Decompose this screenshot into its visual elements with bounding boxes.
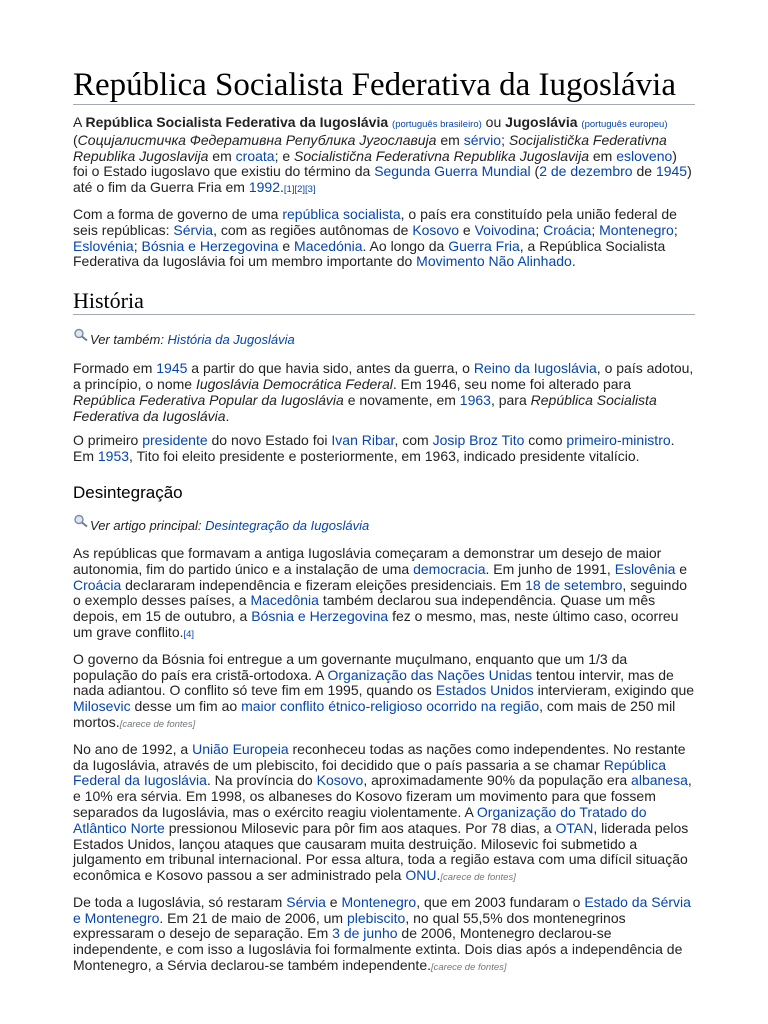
link-carece-de-fontes[interactable]: carece de fontes: [122, 718, 193, 730]
section-heading-historia: História: [73, 288, 695, 315]
link-eslovenia[interactable]: Eslovénia: [73, 237, 134, 254]
reference-links[interactable]: [1][2][3]: [283, 184, 316, 196]
link-servia[interactable]: Sérvia: [286, 893, 326, 910]
link-movimento-nao-alinhado[interactable]: Movimento Não Alinhado: [416, 253, 572, 270]
link-plebiscito[interactable]: plebiscito: [346, 909, 406, 926]
link-2-de-dezembro[interactable]: 2 de dezembro: [539, 163, 633, 180]
link-croata[interactable]: croata: [235, 147, 275, 164]
article: [73, 0, 695, 976]
magnifier-icon: [73, 328, 89, 342]
desintegracao-paragraph-3: No ano de 1992, a União Europeia reconheceu todas as nações como independentes. No restante da Iugoslávia, através de um plebiscito, foi decidido que o país passaria a se chamar República Federal da Iugoslávia. Na província do Kosovo, aproximadamente 90% da população era albanesa, e 10% era sérvia. Em 1998, os albaneses do Kosovo fizeram um movimento para que fossem separados da Iugoslávia, mas o exército reagiu violentamente. A Organização do Tratado do Atlântico Norte pressionou Milosevic para pôr fim aos ataques. Por 78 dias, a OTAN, liderada pelos Estados Unidos, lançou ataques que causaram muita destruição. Milosevic foi submetido a julgamento em tribunal internacional. Por essa altura, toda a região estava com uma difícil situação econômica e Kosovo passou a ser administrado pela ONU.[carece de fontes]: [73, 740, 692, 884]
link-macedonia[interactable]: Macedónia: [294, 237, 363, 254]
link-carece-de-fontes[interactable]: carece de fontes: [433, 962, 504, 974]
link-albanesa[interactable]: albanesa: [631, 772, 688, 789]
link-milosevic[interactable]: Milosevic: [73, 698, 131, 715]
section-heading-desintegracao: Desintegração: [73, 482, 183, 502]
name-slovene: Socialistična Federativna Republika Jugoslavija: [294, 147, 589, 164]
link-18-de-setembro[interactable]: 18 de setembro: [525, 576, 623, 593]
link-portugues-europeu[interactable]: (português europeu): [581, 119, 668, 130]
link-historia-da-jugoslavia[interactable]: História da Jugoslávia: [167, 332, 295, 348]
link-servio[interactable]: sérvio: [463, 131, 502, 148]
link-segunda-guerra-mundial[interactable]: Segunda Guerra Mundial: [374, 163, 531, 180]
link-montenegro[interactable]: Montenegro: [341, 893, 417, 910]
intro-paragraph-1: A República Socialista Federativa da Iugoslávia (português brasileiro) ou Jugoslávia (português europeu) (Социјалистичка Федеративна Република Југославија em sérvio; Socijalistička Federativna Republika Jugoslavija em croata; e Socialistična Federativna Republika Jugoslavija em esloveno) foi o Estado iugoslavo que existiu do término da Segunda Guerra Mundial (2 de dezembro de 1945) até o fim da Guerra Fria em 1992.[1][2][3]: [73, 114, 692, 196]
desintegracao-paragraph-1: As repúblicas que formavam a antiga Iugoslávia começaram a demonstrar um desejo de maior autonomia, fim do partido único e a instalação de uma democracia. Em junho de 1991, Eslovênia e Croácia declararam independência e fizeram eleições presidenciais. Em 18 de setembro, seguindo o exemplo desses países, a Macedônia também declarou sua independência. Quase um mês depois, em 15 de outubro, a Bósnia e Herzegovina fez o mesmo, mas, neste último caso, ocorreu um grave conflito.[4]: [73, 544, 688, 640]
link-primeiro-ministro[interactable]: primeiro-ministro: [566, 432, 671, 449]
historia-paragraph-1: Formado em 1945 a partir do que havia sido, antes da guerra, o Reino da Iugoslávia, o país adotou, a princípio, o nome Iugoslávia Democrática Federal. Em 1946, seu nome foi alterado para República Federativa Popular da Iugoslávia e novamente, em 1963, para República Socialista Federativa da Iugoslávia.: [73, 360, 694, 424]
link-kosovo[interactable]: Kosovo: [412, 221, 460, 238]
name-cyrillic: Социјалистичка Федеративна Република Југославија: [77, 131, 437, 148]
link-republica-federal-da-iugoslavia[interactable]: República Federal da Iugoslávia: [73, 756, 667, 789]
citation-needed: [carece de fontes]: [440, 872, 516, 884]
link-bosnia-e-herzegovina[interactable]: Bósnia e Herzegovina: [141, 237, 279, 254]
hatnote-ver-tambem: Ver também: História da Jugoslávia: [73, 332, 695, 348]
link-uniao-europeia[interactable]: União Europeia: [192, 740, 289, 757]
link-desintegracao-da-iugoslavia[interactable]: Desintegração da Iugoslávia: [205, 517, 370, 533]
link-democracia[interactable]: democracia: [413, 560, 486, 577]
link-servia[interactable]: Sérvia: [173, 221, 214, 238]
link-reino-da-iugoslavia[interactable]: Reino da Iugoslávia: [473, 360, 597, 377]
link-1945[interactable]: 1945: [156, 360, 188, 377]
link-croacia[interactable]: Croácia: [543, 221, 592, 238]
link-croacia[interactable]: Croácia: [73, 576, 122, 593]
link-estado-da-servia-e-montenegro[interactable]: Estado da Sérvia e Montenegro: [73, 893, 691, 926]
link-carece-de-fontes[interactable]: carece de fontes: [442, 872, 514, 884]
link-1945[interactable]: 1945: [655, 163, 688, 180]
magnifier-icon: [73, 514, 89, 528]
hatnote-ver-artigo-principal: Ver artigo principal: Desintegração da Iugoslávia: [73, 518, 695, 534]
link-josip-broz-tito[interactable]: Josip Broz Tito: [432, 432, 525, 449]
intro-paragraph-2: Com a forma de governo de uma república socialista, o país era constituído pela união federal de seis repúblicas: Sérvia, com as regiões autônomas de Kosovo e Voivodina; Croácia; Montenegro; Eslovénia; Bósnia e Herzegovina e Macedónia. Ao longo da Guerra Fria, a República Socialista Federativa da Iugoslávia foi um membro importante do Movimento Não Alinhado.: [73, 205, 678, 270]
link-republica-socialista[interactable]: república socialista: [282, 205, 401, 222]
link-macedonia[interactable]: Macedônia: [250, 592, 319, 609]
link-maior-conflito[interactable]: maior conflito étnico-religioso ocorrido na região: [241, 698, 540, 715]
link-guerra-fria[interactable]: Guerra Fria: [448, 237, 520, 254]
link-organizacao-das-nacoes-unidas[interactable]: Organização das Nações Unidas: [327, 666, 533, 683]
link-onu[interactable]: ONU: [405, 867, 437, 884]
link-voivodina[interactable]: Voivodina: [474, 221, 536, 238]
link-3-de-junho[interactable]: 3 de junho: [332, 925, 398, 942]
link-bosnia-e-herzegovina[interactable]: Bósnia e Herzegovina: [251, 608, 389, 625]
citation-needed: [carece de fontes]: [119, 718, 196, 730]
name-croatian: Socijalistička Federativna Republika Jugoslavija: [73, 131, 667, 164]
desintegracao-paragraph-2: O governo da Bósnia foi entregue a um governante muçulmano, enquanto que um 1/3 da população do país era cristã-ortodoxa. A Organização das Nações Unidas tentou intervir, mas de nada adiantou. O conflito só teve fim em 1995, quando os Estados Unidos intervieram, exigindo que Milosevic desse um fim ao maior conflito étnico-religioso ocorrido na região, com mais de 250 mil mortos.[carece de fontes]: [73, 650, 695, 730]
citation-needed: [carece de fontes]: [431, 962, 507, 974]
link-montenegro[interactable]: Montenegro: [599, 221, 674, 238]
link-organizacao-do-tratado-do-atlantico-norte[interactable]: Organização do Tratado do Atlântico Norte: [73, 803, 647, 836]
link-1953[interactable]: 1953: [97, 448, 130, 465]
page-title: República Socialista Federativa da Iugoslávia: [73, 0, 695, 105]
bold-jugoslavia: Jugoslávia: [505, 114, 578, 130]
link-kosovo[interactable]: Kosovo: [316, 772, 364, 789]
historia-paragraph-2: O primeiro presidente do novo Estado foi Ivan Ribar, com Josip Broz Tito como primeiro-ministro. Em 1953, Tito foi eleito presidente e posteriormente, em 1963, indicado presidente vitalício.: [73, 432, 675, 465]
link-1963[interactable]: 1963: [459, 391, 491, 408]
link-portugues-brasileiro[interactable]: (português brasileiro): [392, 119, 482, 130]
link-esloveno[interactable]: esloveno: [616, 147, 673, 164]
desintegracao-paragraph-4: De toda a Iugoslávia, só restaram Sérvia e Montenegro, que em 2003 fundaram o Estado da Sérvia e Montenegro. Em 21 de maio de 2006, um plebiscito, no qual 55,5% dos montenegrinos expressaram o desejo de separação. Em 3 de junho de 2006, Montenegro declarou-se independente, e com isso a Iugoslávia foi formalmente extinta. Dois dias após a independência de Montenegro, a Sérvia declarou-se também independente.[carece de fontes]: [73, 893, 691, 974]
link-eslovenia[interactable]: Eslovênia: [614, 560, 676, 577]
bold-article-name: República Socialista Federativa da Iugoslávia: [85, 114, 389, 130]
reference-link-4[interactable]: [4]: [183, 628, 195, 640]
link-presidente[interactable]: presidente: [142, 432, 208, 449]
link-otan[interactable]: OTAN: [555, 819, 594, 836]
link-1992[interactable]: 1992: [248, 179, 280, 196]
link-estados-unidos[interactable]: Estados Unidos: [435, 682, 534, 699]
link-ivan-ribar[interactable]: Ivan Ribar: [331, 432, 395, 449]
